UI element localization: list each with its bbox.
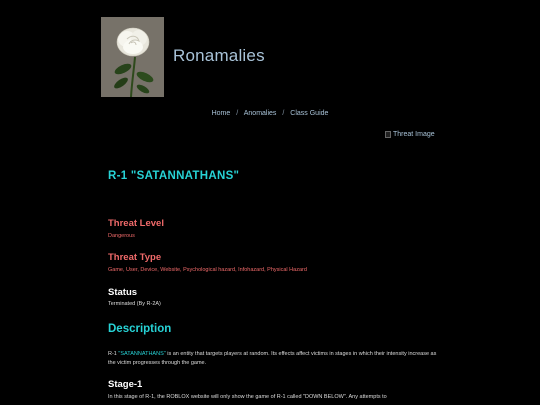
description-heading: Description xyxy=(108,323,172,335)
threat-image xyxy=(385,131,435,138)
threat-type-value: Game, User, Device, Website, Psychological hazard, Infohazard, Physical Hazard xyxy=(108,267,307,273)
threat-level-label: Threat Level xyxy=(108,218,164,229)
breadcrumb-nav xyxy=(0,110,540,117)
threat-level-value: Dangerous xyxy=(108,233,135,239)
site-title: Ronamalies xyxy=(173,46,265,65)
description-text xyxy=(108,350,438,368)
nav-class-guide-link[interactable]: Class Guide xyxy=(290,110,329,117)
threat-type-label: Threat Type xyxy=(108,252,162,263)
threat-image-alt-text: Threat Image xyxy=(393,131,435,138)
status-label: Status xyxy=(108,287,138,298)
description-prefix: R-1 xyxy=(108,351,119,357)
white-rose-logo[interactable] xyxy=(101,17,164,97)
nav-home-link[interactable]: Home xyxy=(211,110,231,117)
site-header xyxy=(101,16,164,98)
stage-1-text: In this stage of R-1, the ROBLOX website will only show the game of R-1 called "DOWN BELOW". Any attempts to xyxy=(108,394,387,400)
stage-1-heading: Stage-1 xyxy=(108,379,143,390)
broken-image-icon xyxy=(385,131,391,138)
nav-separator: / xyxy=(236,110,239,117)
nav-anomalies-link[interactable]: Anomalies xyxy=(243,110,277,117)
page-title: R-1 "SATANNATHANS" xyxy=(108,170,240,182)
description-body: is an entity that targets players at random. Its effects affect victims in stages in which their intensity increase as the victim progresses through the game. xyxy=(108,351,437,366)
entity-name-highlight: "SATANNATHANS" xyxy=(118,351,166,357)
status-value: Terminated (By R-2A) xyxy=(108,301,161,307)
nav-separator: / xyxy=(282,110,285,117)
